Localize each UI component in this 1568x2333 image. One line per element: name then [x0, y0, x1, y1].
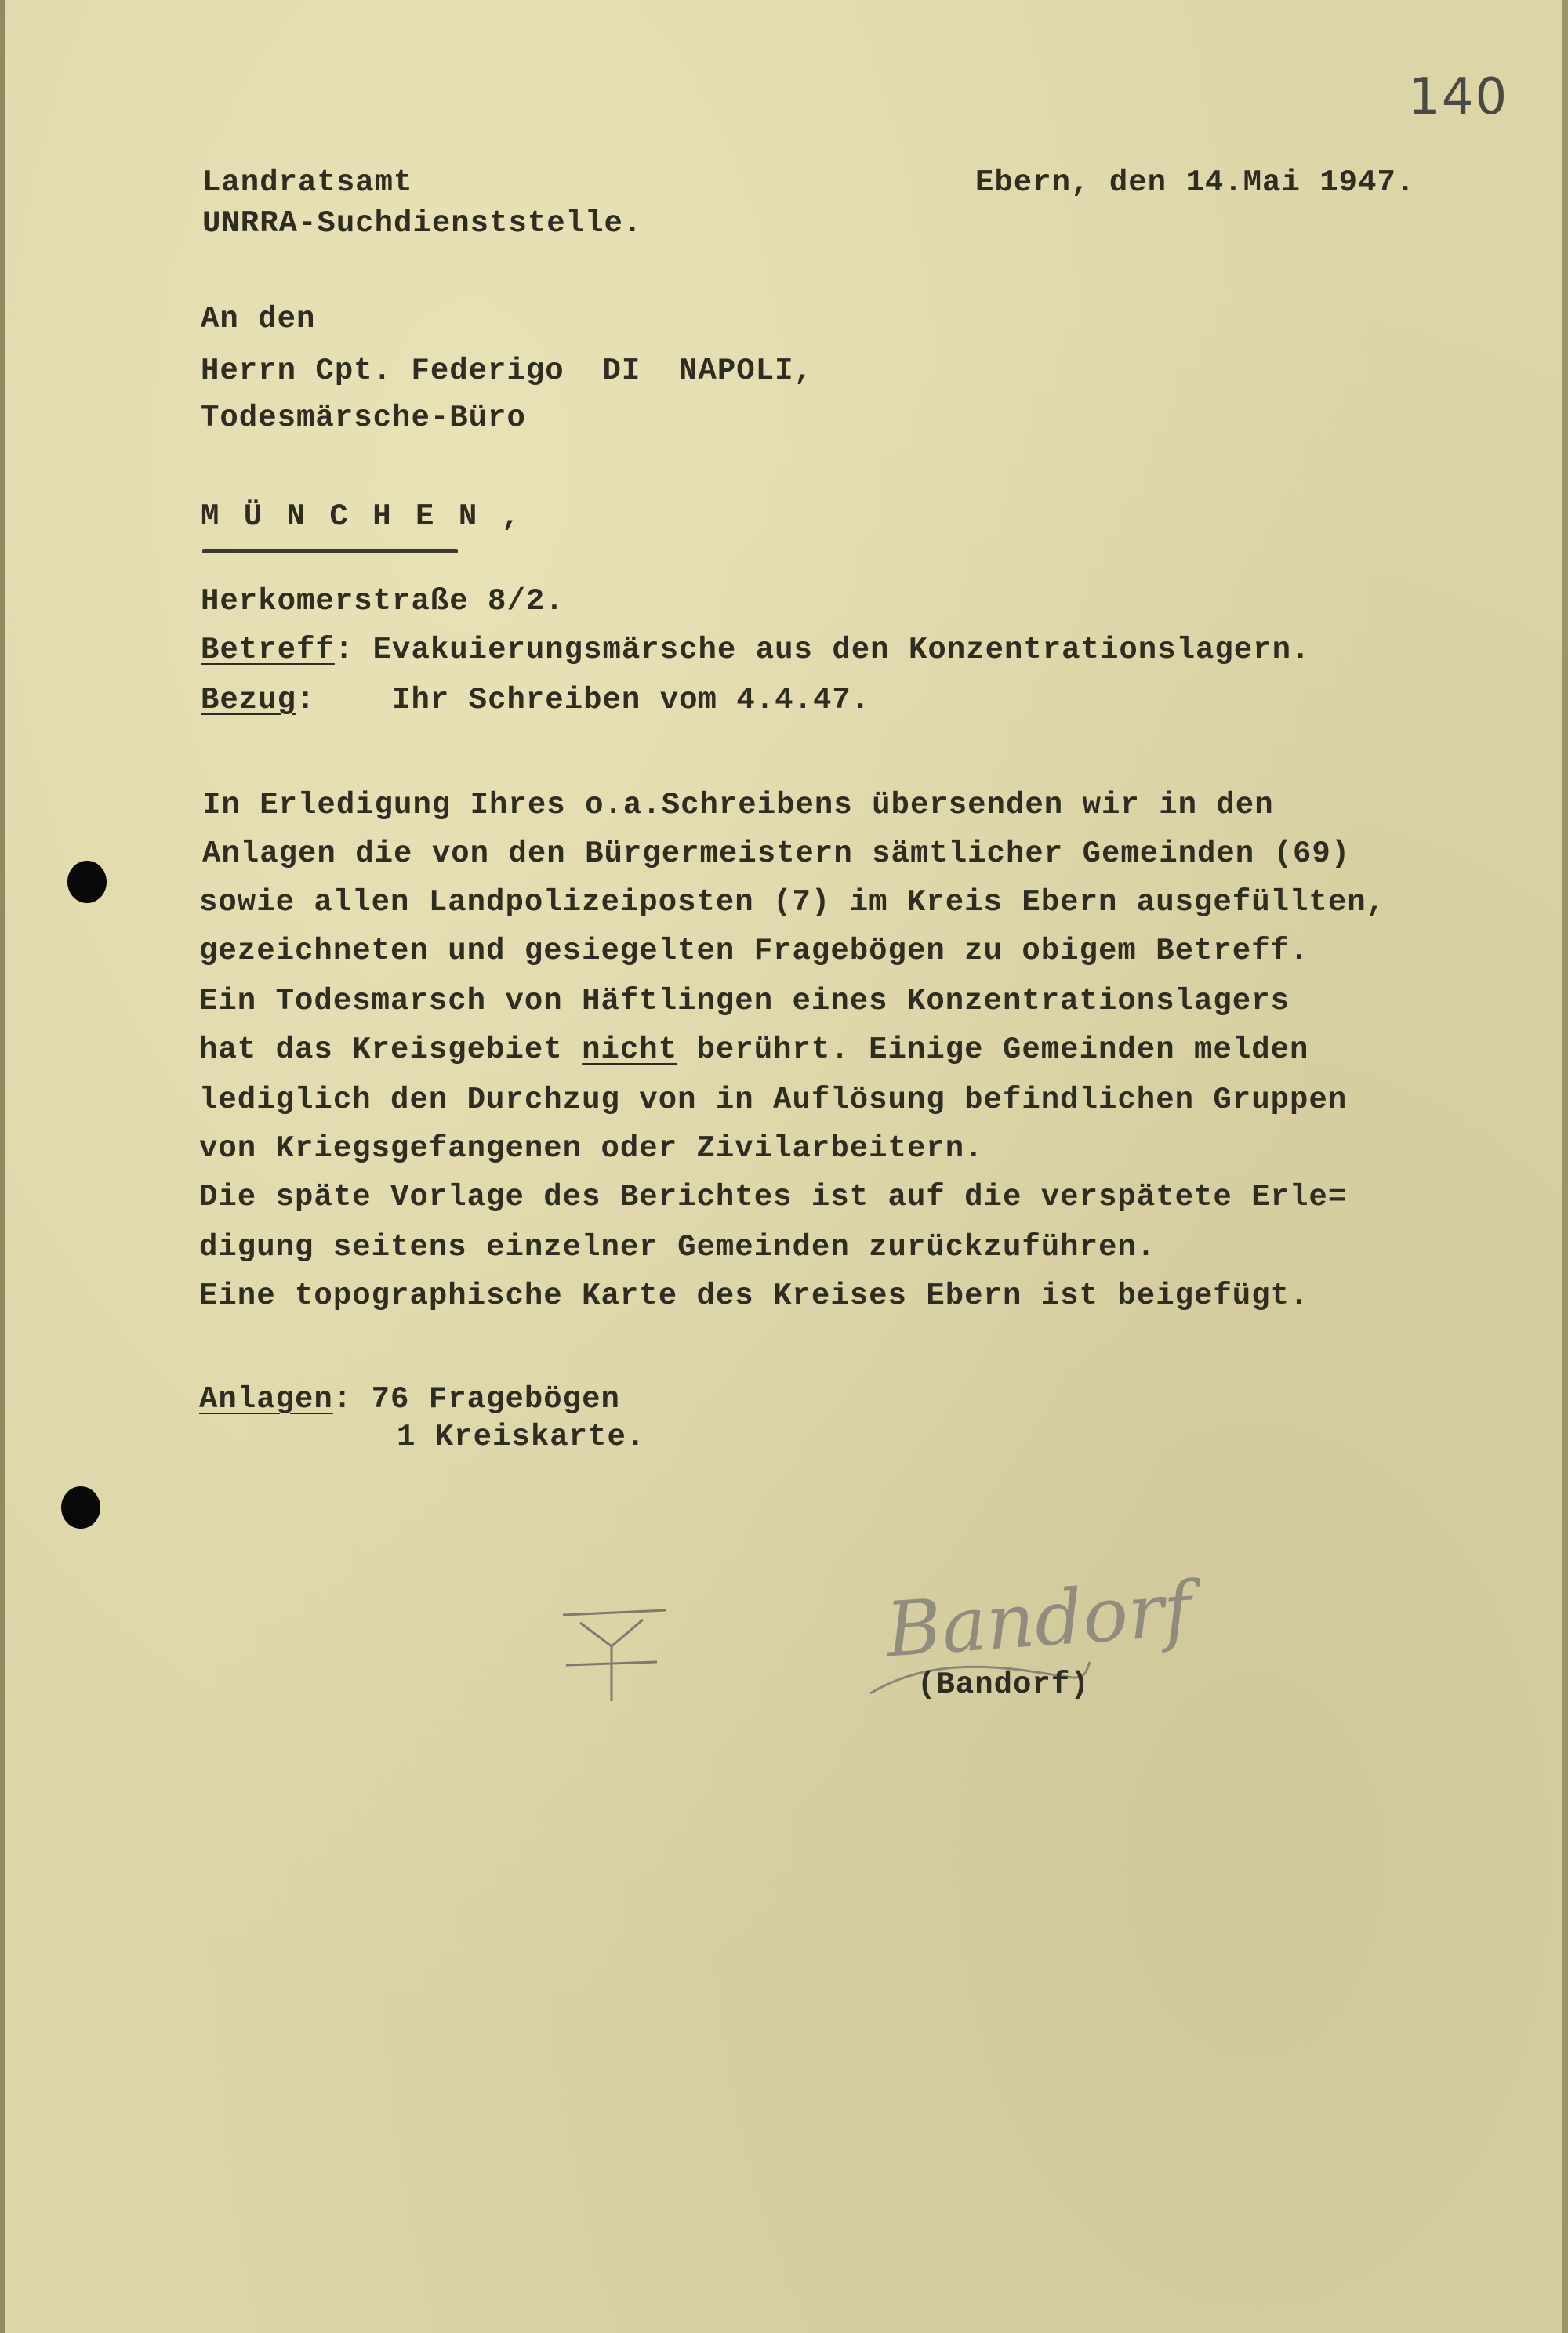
enclosures-label: Anlagen [199, 1382, 333, 1417]
enclosures-colon: : [332, 1382, 372, 1417]
handwritten-signature: Bandorf [883, 1565, 1195, 1674]
body-line-5: Ein Todesmarsch von Häftlingen eines Konzentrationslagers [199, 984, 1290, 1018]
recipient-city: M Ü N C H E N , [201, 499, 524, 534]
body-line-9: Die späte Vorlage des Berichtes ist auf die verspätete Erle= [199, 1180, 1348, 1214]
recipient-line3: Todesmärsche-Büro [201, 401, 526, 435]
reference-label: Bezug [201, 683, 297, 717]
reference-text: Ihr Schreiben vom 4.4.47. [392, 683, 871, 717]
recipient-street: Herkomerstraße 8/2. [201, 584, 564, 619]
subject-line [201, 635, 1310, 666]
body-line-6-start: hat das Kreisgebiet [199, 1032, 583, 1067]
recipient-line2: Herrn Cpt. Federigo DI NAPOLI, [201, 354, 813, 388]
body-line-3: sowie allen Landpolizeiposten (7) im Kreis Ebern ausgefüllten, [199, 885, 1386, 920]
page-edge-right [1562, 0, 1568, 2333]
subject-colon: : [334, 633, 373, 667]
body-line-8: von Kriegsgefangenen oder Zivilarbeitern. [199, 1131, 984, 1166]
signature-typed-name: (Bandorf) [917, 1667, 1090, 1702]
reference-colon: : [296, 683, 393, 717]
enclosures-item2: 1 Kreiskarte. [397, 1420, 646, 1454]
page-number: 140 [1408, 68, 1509, 126]
body-line-1: In Erledigung Ihres o.a.Schreibens übersenden wir in den [202, 788, 1274, 822]
subject-label: Betreff [201, 633, 335, 667]
body-line-6-end: berührt. Einige Gemeinden melden [677, 1032, 1309, 1067]
sender-line1: Landratsamt [202, 165, 413, 200]
place-date: Ebern, den 14.Mai 1947. [975, 165, 1416, 200]
city-underline [202, 549, 458, 553]
punch-hole-bottom [61, 1486, 100, 1529]
sender-line2: UNRRA-Suchdienststelle. [202, 206, 643, 241]
pencil-mark [557, 1599, 674, 1717]
emphasis-nicht: nicht [582, 1032, 678, 1067]
body-line-6 [199, 1032, 1309, 1067]
enclosures-item1: 76 Fragebögen [371, 1382, 620, 1417]
body-line-11: Eine topographische Karte des Kreises Ebern ist beigefügt. [199, 1279, 1309, 1313]
body-line-2: Anlagen die von den Bürgermeistern sämtlicher Gemeinden (69) [202, 836, 1351, 871]
body-line-7: lediglich den Durchzug von in Auflösung befindlichen Gruppen [199, 1083, 1348, 1117]
punch-hole-top [67, 861, 107, 903]
page-edge-left [0, 0, 5, 2333]
enclosures-line1 [199, 1384, 620, 1415]
body-line-10: digung seitens einzelner Gemeinden zurückzuführen. [199, 1230, 1156, 1264]
body-line-4: gezeichneten und gesiegelten Fragebögen zu obigem Betreff. [199, 934, 1309, 968]
reference-line [201, 685, 870, 716]
recipient-line1: An den [201, 302, 316, 336]
subject-text: Evakuierungsmärsche aus den Konzentrationslagern. [372, 633, 1311, 667]
